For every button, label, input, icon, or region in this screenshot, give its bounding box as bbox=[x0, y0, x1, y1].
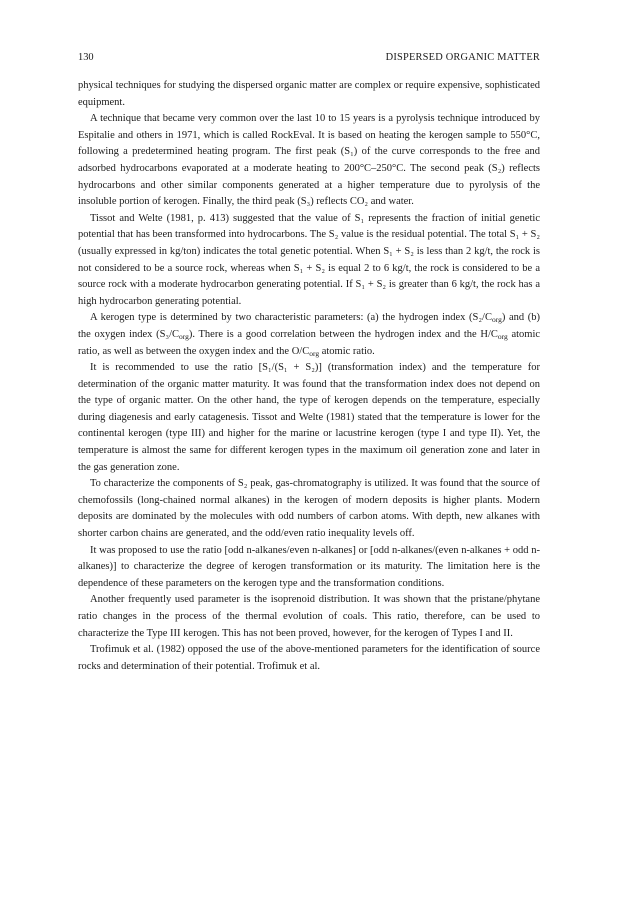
book-page bbox=[78, 52, 540, 675]
paragraph: To characterize the components of S₂ peak, gas-chromatography is utilized. It was found that the source of chemofossils (long-chained normal alkanes) in the kerogen of modern deposits is higher plants. Modern deposits are dominated by the molecules with odd numbers of carbon atoms. With depth, new alkanes with shorter carbon chains are generated, and the odd/even ratio inequality levels off. bbox=[78, 478, 540, 540]
paragraph: Trofimuk et al. (1982) opposed the use of the above-mentioned parameters for the identification of source rocks and determination of their potential. Trofimuk et al. bbox=[78, 644, 540, 672]
paragraph: A kerogen type is determined by two characteristic parameters: (a) the hydrogen index $(S_2/C_{org})$ and (b) the oxygen index $(S_3/C_{org})$. There is a good correlation between the hydrogen index and the $H/C_{org}$ atomic ratio, as well as between the oxygen index and the $O/C_{org}$ atomic ratio. bbox=[78, 312, 541, 358]
page-header bbox=[78, 52, 540, 70]
paragraph: Tissot and Welte (1981, p. 413) suggested that the value of S₁ represents the fraction of initial genetic potential that has been transformed into hydrocarbons. The S₂ value is the residual potential. The total S₁ + S₂ (usually expressed in kg/ton) indicates the total genetic potential. When S₁ + S₂ is less than 2 kg/t, the rock is not considered to be a source rock, whereas when S₁ + S₂ is equal 2 to 6 kg/t, the rock is considered to be a source rock with a moderate hydrocarbon generating potential. If S₁ + S₂ is greater than 6 kg/t, the rock has a high hydrocarbon generating potential. bbox=[78, 212, 540, 307]
body-text bbox=[78, 78, 540, 675]
page-number: 130 bbox=[78, 52, 94, 63]
paragraph: It was proposed to use the ratio [odd n-alkanes/even n-alkanes] or [odd n-alkanes/(even n-alkanes + odd n-alkanes)] to characterize the degree of kerogen transformation or its maturity. The limitation here is the dependence of these parameters on the kerogen type and the transformation conditions. bbox=[78, 544, 540, 589]
paragraph: Another frequently used parameter is the isoprenoid distribution. It was shown that the pristane/phytane ratio changes in the process of the thermal evolution of coals. This ratio, therefore, can be used to characterize the Type III kerogen. This has not been proved, however, for the kerogen of Types I and II. bbox=[78, 594, 540, 639]
paragraph: physical techniques for studying the dispersed organic matter are complex or require expensive, sophisticated equipment. bbox=[78, 80, 540, 108]
paragraph: It is recommended to use the ratio [S₁/(S₁ + S₂)] (transformation index) and the temperature for determination of the organic matter maturity. It was found that the transformation index does not depend on the type of organic matter. On the other hand, the type of kerogen depends on the temperature, especially during diagenesis and early catagenesis. Tissot and Welte (1981) stated that the temperature is lower for the continental kerogen (type III) and higher for the marine or lacustrine kerogen (type I and type II). Yet, the temperature is almost the same for different kerogen types in the maximum oil generation zone and later in the gas generation zone. bbox=[78, 362, 540, 473]
running-title: DISPERSED ORGANIC MATTER bbox=[385, 52, 540, 63]
paragraph: A technique that became very common over the last 10 to 15 years is a pyrolysis technique introduced by Espitalie and others in 1971, which is called RockEval. It is based on heating the kerogen sample to 550°C, following a predetermined heating program. The first peak (S₁) of the curve corresponds to the free and adsorbed hydrocarbons evaporated at a moderate heating to 200°C–250°C. The second peak (S₂) reflects hydrocarbons and other similar components generated at a higher temperature due to pyrolysis of the insoluble portion of kerogen. Finally, the third peak (S₃) reflects CO₂ and water. bbox=[78, 113, 540, 208]
